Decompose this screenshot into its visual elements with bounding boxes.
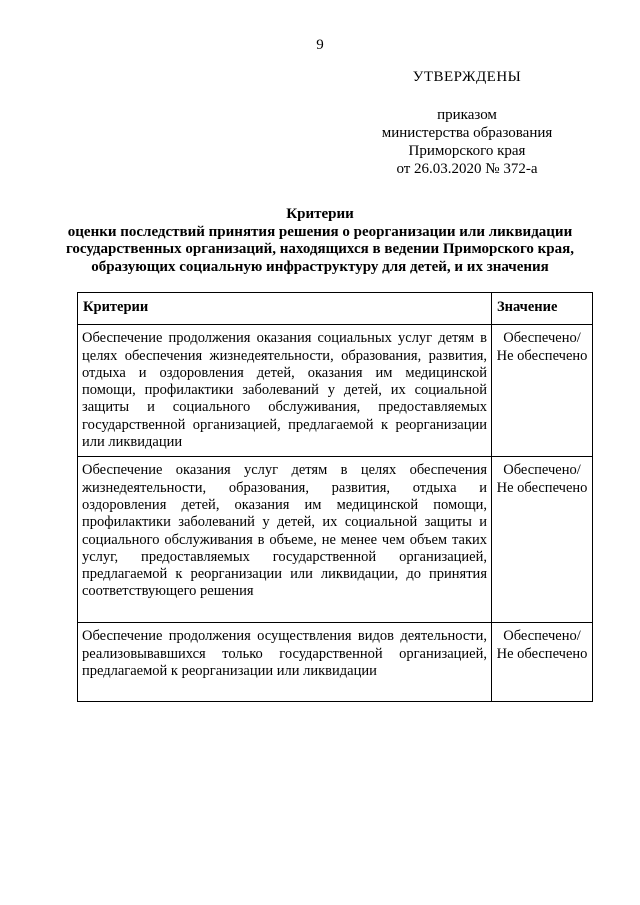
approval-line-region: Приморского края: [408, 143, 526, 159]
criteria-table: [77, 292, 593, 702]
title-subheading: оценки последствий принятия решения о реорганизации или ликвидации государственных организаций, находящихся в ведении Приморского края, образующих социальную инфраструктуру для детей, и их значения: [65, 223, 575, 275]
table-row: [78, 325, 593, 457]
table-row: [78, 623, 593, 702]
approval-line-order: приказом: [437, 107, 497, 123]
table-header-row: [78, 293, 593, 325]
approval-heading: УТВЕРЖДЕНЫ: [412, 69, 522, 85]
value-cell: Обеспечено/ Не обеспечено: [492, 457, 593, 623]
table-row: [78, 457, 593, 623]
header-value: Значение: [492, 293, 593, 325]
criterion-cell: Обеспечение продолжения оказания социальных услуг детям в целях обеспечения жизнедеятельности, образования, развития, отдыха и оздоровления детей, оказания им медицинской помощи, профилактики заболеваний у детей, их социальной защиты и социального обслуживания, предоставляемых государственной организацией, предлагаемой к реорганизации или ликвидации: [78, 325, 492, 457]
approval-line-date: от 26.03.2020 № 372-а: [396, 161, 538, 177]
value-cell: Обеспечено/ Не обеспечено: [492, 325, 593, 457]
page-number: 9: [316, 37, 324, 53]
approval-details: [372, 106, 562, 178]
header-criteria: Критерии: [78, 293, 492, 325]
criterion-cell: Обеспечение продолжения осуществления видов деятельности, реализовывавшихся только государственной организацией, предлагаемой к реорганизации или ликвидации: [78, 623, 492, 702]
criterion-cell: Обеспечение оказания услуг детям в целях обеспечения жизнедеятельности, образования, развития, отдыха и оздоровления детей, оказания им медицинской помощи, профилактики заболеваний у детей, их социальной защиты и социального обслуживания в объеме, не менее чем объем таких услуг, предоставляемых государственной организацией, предлагаемой к реорганизации или ликвидации, до принятия соответствующего решения: [78, 457, 492, 623]
value-cell: Обеспечено/ Не обеспечено: [492, 623, 593, 702]
title-heading: Критерии: [286, 206, 354, 222]
approval-line-ministry: министерства образования: [381, 125, 553, 141]
document-title: [60, 206, 580, 276]
